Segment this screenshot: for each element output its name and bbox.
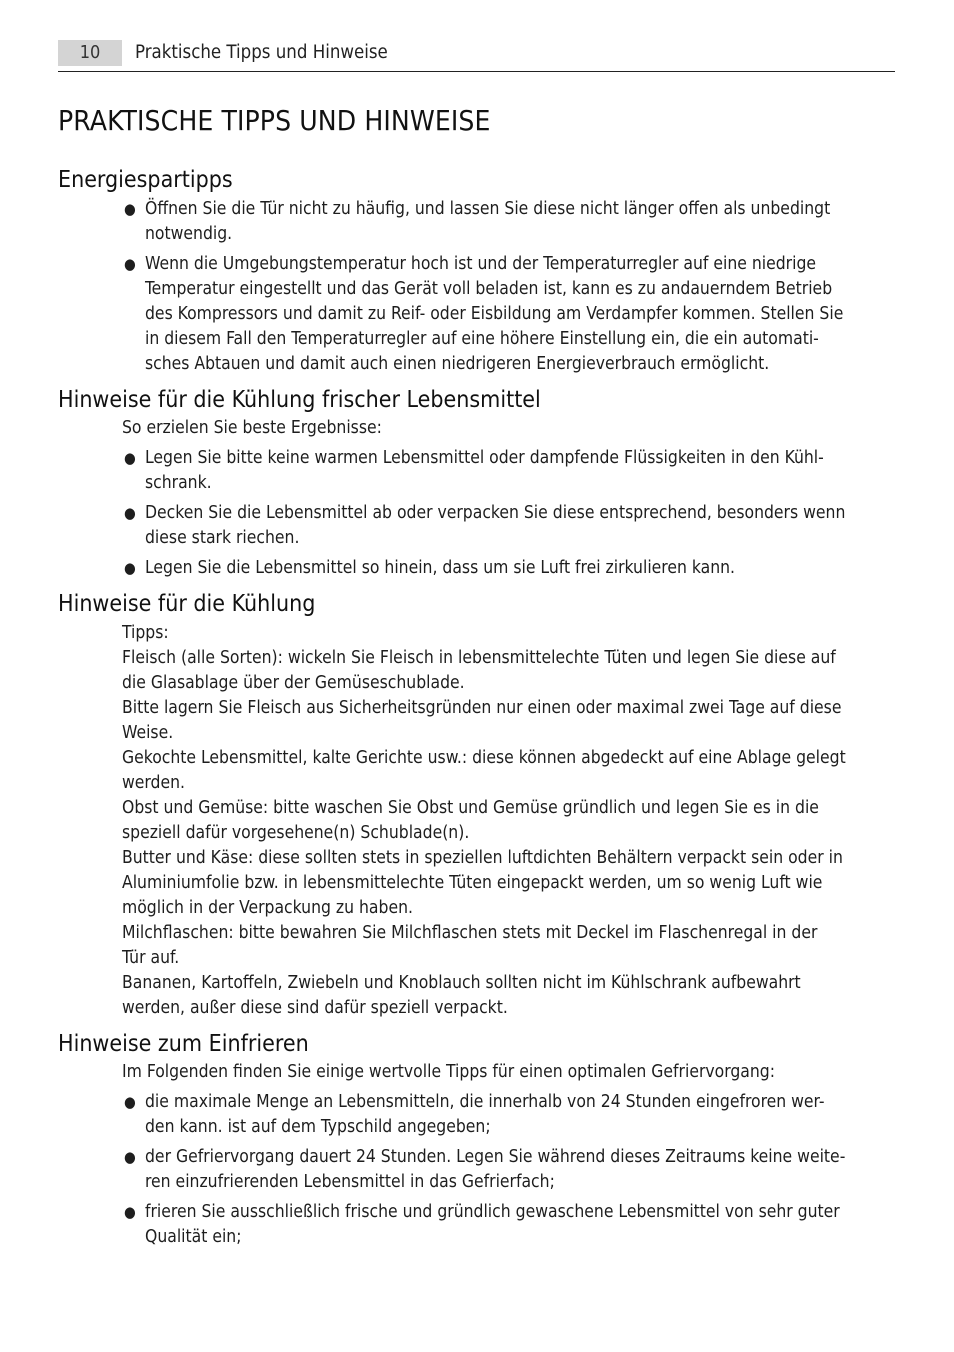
line: frieren Sie ausschließlich frische und gründlich gewaschene Lebensmittel von sehr guter bbox=[145, 1202, 840, 1222]
line: die maximale Menge an Lebensmitteln, die innerhalb von 24 Stunden eingefroren wer- bbox=[145, 1092, 825, 1112]
line: sches Abtauen und damit auch einen niedrigeren Energieverbrauch ermöglicht. bbox=[145, 354, 770, 374]
section-intro: So erzielen Sie beste Ergebnisse: bbox=[122, 418, 382, 438]
line: diese stark riechen. bbox=[145, 528, 300, 548]
line: in diesem Fall den Temperaturregler auf eine höhere Einstellung ein, die ein automati- bbox=[145, 329, 819, 349]
section-title-kuehlung-frischer-lebensmittel: Hinweise für die Kühlung frischer Lebensmittel bbox=[58, 387, 541, 413]
list-item bbox=[124, 501, 894, 551]
line: Temperatur eingestellt und das Gerät voll beladen ist, kann es zu andauerndem Betrieb bbox=[145, 279, 833, 299]
list-item bbox=[124, 1200, 894, 1250]
tip-line: speziell dafür vorgesehene(n) Schublade(n). bbox=[122, 823, 470, 843]
bullet-icon: ● bbox=[124, 449, 136, 467]
section-intro: Im Folgenden finden Sie einige wertvolle Tipps für einen optimalen Gefriervorgang: bbox=[122, 1062, 775, 1082]
section-title-kuehlung: Hinweise für die Kühlung bbox=[58, 591, 316, 617]
bullet-icon: ● bbox=[124, 1093, 136, 1111]
list-item bbox=[124, 1090, 894, 1140]
line: Decken Sie die Lebensmittel ab oder verpacken Sie diese entsprechend, besonders wenn bbox=[145, 503, 846, 523]
line: schrank. bbox=[145, 473, 212, 493]
tip-line: Tür auf. bbox=[122, 948, 180, 968]
tip-line: Tipps: bbox=[122, 623, 169, 643]
line: ren einzufrierenden Lebensmittel in das Gefrierfach; bbox=[145, 1172, 555, 1192]
tip-line: Milchflaschen: bitte bewahren Sie Milchflaschen stets mit Deckel im Flaschenregal in der bbox=[122, 923, 818, 943]
list-item bbox=[124, 446, 894, 496]
kuehlung-tips bbox=[58, 621, 894, 1021]
line: der Gefriervorgang dauert 24 Stunden. Legen Sie während dieses Zeitraums keine weite- bbox=[145, 1147, 846, 1167]
tip-line: möglich in der Verpackung zu haben. bbox=[122, 898, 413, 918]
tip-line: werden, außer diese sind dafür speziell verpackt. bbox=[122, 998, 508, 1018]
running-header bbox=[58, 40, 895, 72]
list-item bbox=[124, 556, 894, 581]
line: Qualität ein; bbox=[145, 1227, 242, 1247]
section-title-einfrieren: Hinweise zum Einfrieren bbox=[58, 1031, 309, 1057]
bullet-icon: ● bbox=[124, 504, 136, 522]
tip-line: Weise. bbox=[122, 723, 174, 743]
tip-line: Fleisch (alle Sorten): wickeln Sie Fleisch in lebensmittelechte Tüten und legen Sie diese auf bbox=[122, 648, 836, 668]
list-item bbox=[124, 252, 894, 377]
line: den kann. ist auf dem Typschild angegeben; bbox=[145, 1117, 491, 1137]
page-title: PRAKTISCHE TIPPS UND HINWEISE bbox=[58, 104, 491, 137]
line: des Kompressors und damit zu Reif- oder Eisbildung am Verdampfer kommen. Stellen Sie bbox=[145, 304, 844, 324]
bullet-icon: ● bbox=[124, 1203, 136, 1221]
page-number: 10 bbox=[58, 40, 122, 66]
page-content bbox=[58, 102, 894, 1250]
tip-line: Butter und Käse: diese sollten stets in speziellen luftdichten Behältern verpackt sein oder in bbox=[122, 848, 843, 868]
bullet-icon: ● bbox=[124, 255, 136, 273]
line: Legen Sie bitte keine warmen Lebensmittel oder dampfende Flüssigkeiten in den Kühl- bbox=[145, 448, 824, 468]
energiespartipps-list bbox=[58, 197, 894, 377]
line: Öffnen Sie die Tür nicht zu häufig, und lassen Sie diese nicht länger offen als unbedingt bbox=[145, 199, 831, 219]
list-item bbox=[124, 1145, 894, 1195]
tip-line: Obst und Gemüse: bitte waschen Sie Obst und Gemüse gründlich und legen Sie es in die bbox=[122, 798, 819, 818]
line: notwendig. bbox=[145, 224, 233, 244]
running-title: Praktische Tipps und Hinweise bbox=[135, 42, 388, 63]
line: Legen Sie die Lebensmittel so hinein, dass um sie Luft frei zirkulieren kann. bbox=[145, 558, 736, 578]
tip-line: Aluminiumfolie bzw. in lebensmittelechte Tüten eingepackt werden, um so wenig Luft wie bbox=[122, 873, 823, 893]
tip-line: Bananen, Kartoffeln, Zwiebeln und Knoblauch sollten nicht im Kühlschrank aufbewahrt bbox=[122, 973, 801, 993]
list-item bbox=[124, 197, 894, 247]
kuehlung-frischer-lebensmittel-list bbox=[58, 446, 894, 581]
line: Wenn die Umgebungstemperatur hoch ist und der Temperaturregler auf eine niedrige bbox=[145, 254, 817, 274]
bullet-icon: ● bbox=[124, 559, 136, 577]
tip-line: die Glasablage über der Gemüseschublade. bbox=[122, 673, 465, 693]
tip-line: werden. bbox=[122, 773, 185, 793]
section-title-energiespartipps: Energiespartipps bbox=[58, 167, 233, 193]
bullet-icon: ● bbox=[124, 1148, 136, 1166]
einfrieren-list bbox=[58, 1090, 894, 1250]
tip-line: Bitte lagern Sie Fleisch aus Sicherheitsgründen nur einen oder maximal zwei Tage auf diese bbox=[122, 698, 842, 718]
bullet-icon: ● bbox=[124, 200, 136, 218]
tip-line: Gekochte Lebensmittel, kalte Gerichte usw.: diese können abgedeckt auf eine Ablage gelegt bbox=[122, 748, 846, 768]
